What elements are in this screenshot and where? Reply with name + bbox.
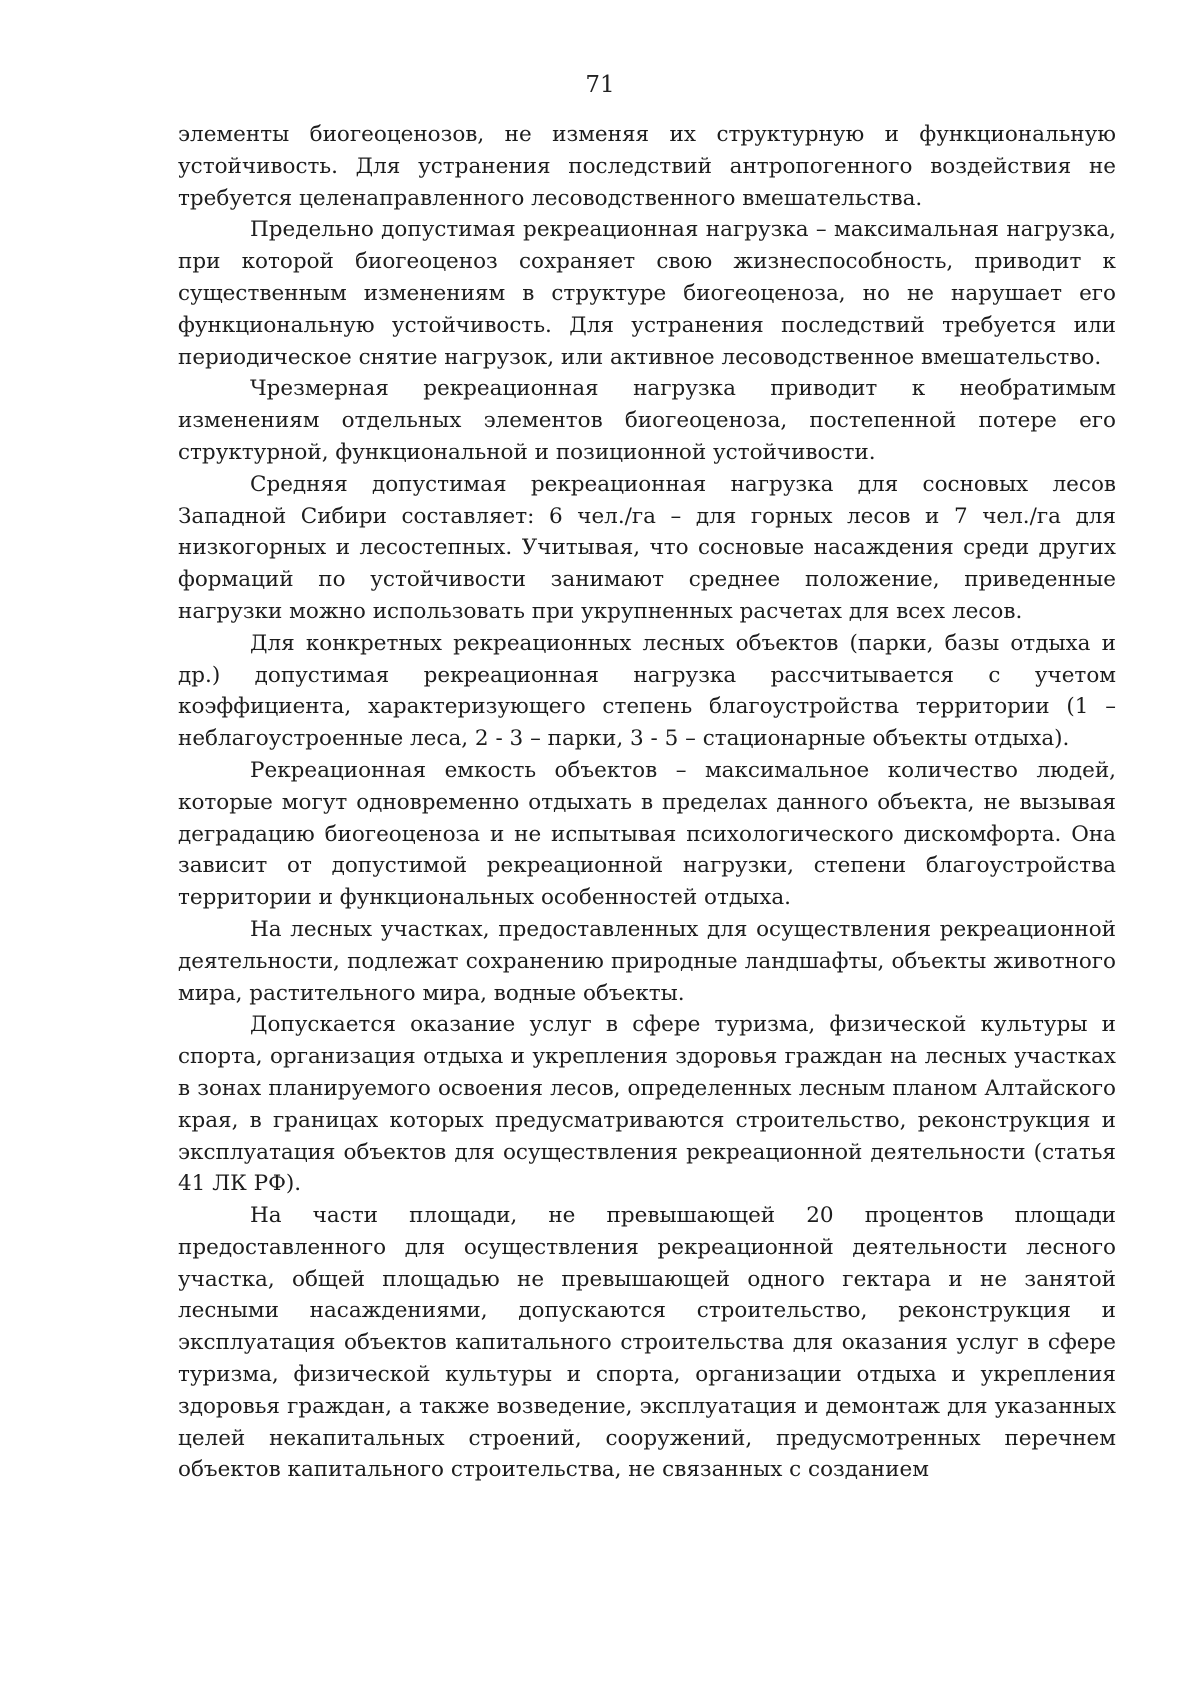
- paragraph-6: Рекреационная емкость объектов – максимальное количество людей, которые могут одновременно отдыхать в пределах данного объекта, не вызывая деградацию биогеоценоза и не испытывая психологического дискомфорта. Она зависит от допустимой рекреационной нагрузки, степени благоустройства территории и функциональных особенностей отдыха.: [178, 757, 1116, 911]
- paragraph-7: На лесных участках, предоставленных для осуществления рекреационной деятельности, подлежат сохранению природные ландшафты, объекты животного мира, растительного мира, водные объекты.: [178, 916, 1116, 1006]
- paragraph-8: Допускается оказание услуг в сфере туризма, физической культуры и спорта, организация отдыха и укрепления здоровья граждан на лесных участках в зонах планируемого освоения лесов, определенных лесным планом Алтайского края, в границах которых предусматриваются строительство, реконструкция и эксплуатация объектов для осуществления рекреационной деятельности (статья 41 ЛК РФ).: [178, 1012, 1116, 1197]
- paragraph-2: Предельно допустимая рекреационная нагрузка – максимальная нагрузка, при которой биогеоценоз сохраняет свою жизнеспособность, приводит к существенным изменениям в структуре биогеоценоза, но не нарушает его функциональную устойчивость. Для устранения последствий требуется или периодическое снятие нагрузок, или активное лесоводственное вмешательство.: [178, 217, 1116, 370]
- page-number: 71: [585, 72, 615, 98]
- paragraph-4: Средняя допустимая рекреационная нагрузка для сосновых лесов Западной Сибири составляет: 6 чел./га – для горных лесов и 7 чел./га для низкогорных и лесостепных. Учитывая, что сосновые насаждения среди других формаций по устойчивости занимают среднее положение, приведенные нагрузки можно использовать при укрупненных расчетах для всех лесов.: [178, 471, 1116, 624]
- paragraph-3: Чрезмерная рекреационная нагрузка приводит к необратимым изменениям отдельных элементов биогеоценоза, постепенной потере его структурной, функциональной и позиционной устойчивости.: [178, 376, 1116, 465]
- body-text: [178, 119, 1116, 1486]
- paragraph-1: элементы биогеоценозов, не изменяя их структурную и функциональную устойчивость. Для устранения последствий антропогенного воздействия не требуется целенаправленного лесоводственного вмешательства.: [178, 122, 1116, 211]
- paragraph-5: Для конкретных рекреационных лесных объектов (парки, базы отдыха и др.) допустимая рекреационная нагрузка рассчитывается с учетом коэффициента, характеризующего степень благоустройства территории (1 – неблагоустроенные леса, 2 - 3 – парки, 3 - 5 – стационарные объекты отдыха).: [178, 630, 1116, 752]
- paragraph-9: На части площади, не превышающей 20 процентов площади предоставленного для осуществления рекреационной деятельности лесного участка, общей площадью не превышающей одного гектара и не занятой лесными насаждениями, допускаются строительство, реконструкция и эксплуатация объектов капитального строительства для оказания услуг в сфере туризма, физической культуры и спорта, организации отдыха и укрепления здоровья граждан, а также возведение, эксплуатация и демонтаж для указанных целей некапитальных строений, сооружений, предусмотренных перечнем объектов капитального строительства, не связанных с созданием: [178, 1203, 1116, 1483]
